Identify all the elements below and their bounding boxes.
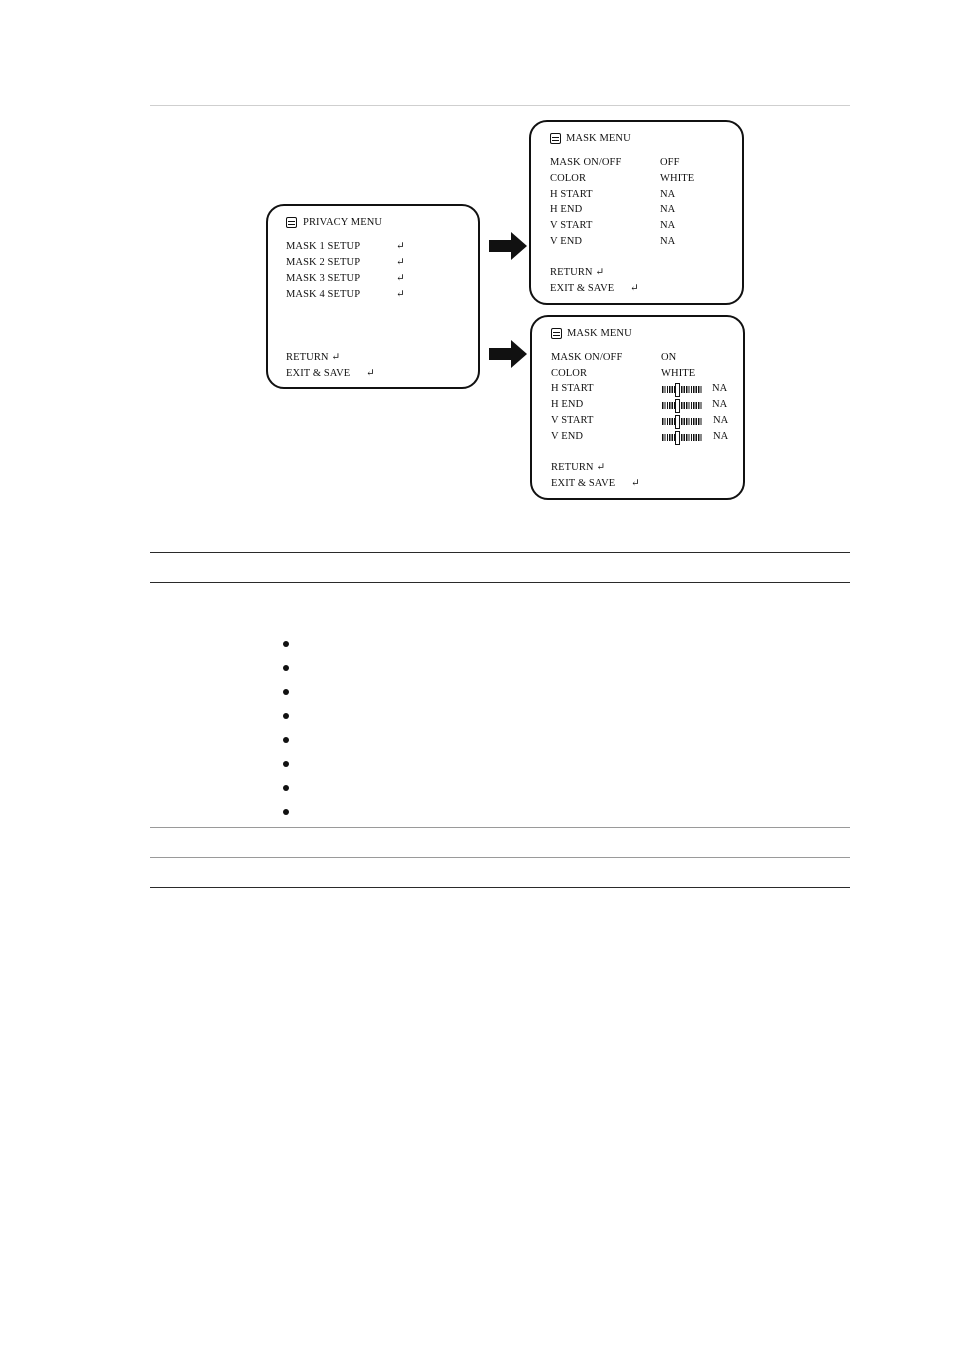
top-rule	[150, 105, 850, 106]
h-end-slider[interactable]	[662, 402, 702, 409]
menu-item-h-start[interactable]: H START	[551, 383, 594, 394]
menu-item-v-end[interactable]: V END	[550, 236, 583, 247]
v-end-slider[interactable]	[662, 434, 702, 441]
menu-item-return[interactable]: RETURN ↵	[550, 267, 605, 278]
privacy-menu-title: PRIVACY MENU	[303, 217, 383, 228]
menu-item-exit-save[interactable]: EXIT & SAVE	[551, 478, 616, 489]
menu-item-mask-1-setup[interactable]: MASK 1 SETUP	[286, 241, 361, 252]
menu-item-mask-3-setup[interactable]: MASK 3 SETUP	[286, 273, 361, 284]
arrow-right-icon	[489, 231, 529, 261]
menu-item-color[interactable]: COLOR	[550, 173, 587, 184]
mask-on-off-value: OFF	[660, 157, 680, 168]
v-start-value: NA	[660, 220, 676, 231]
bullet-marker	[283, 665, 289, 671]
menu-item-return[interactable]: RETURN ↵	[551, 462, 606, 473]
table-rule-4	[150, 857, 850, 858]
v-start-slider[interactable]	[662, 418, 702, 425]
menu-item-mask-2-setup[interactable]: MASK 2 SETUP	[286, 257, 361, 268]
mask-menu-on-panel	[530, 315, 745, 500]
enter-icon: ↵	[396, 289, 405, 300]
color-value: WHITE	[660, 173, 695, 184]
bullet-marker	[283, 809, 289, 815]
table-rule-1	[150, 552, 850, 553]
menu-item-v-start[interactable]: V START	[550, 220, 593, 231]
bullet-marker	[283, 641, 289, 647]
menu-item-color[interactable]: COLOR	[551, 368, 588, 379]
menu-item-v-end[interactable]: V END	[551, 431, 584, 442]
table-rule-5	[150, 887, 850, 888]
bullet-marker	[283, 761, 289, 767]
bullet-marker	[283, 689, 289, 695]
menu-item-v-start[interactable]: V START	[551, 415, 594, 426]
enter-icon: ↵	[366, 368, 375, 379]
mask-menu-title: MASK MENU	[566, 133, 631, 144]
enter-icon: ↵	[396, 241, 405, 252]
menu-item-h-end[interactable]: H END	[551, 399, 584, 410]
h-start-value: NA	[712, 383, 728, 394]
menu-icon	[550, 133, 561, 144]
enter-icon: ↵	[396, 257, 405, 268]
v-end-value: NA	[713, 431, 729, 442]
menu-item-return[interactable]: RETURN ↵	[286, 352, 341, 363]
menu-item-h-end[interactable]: H END	[550, 204, 583, 215]
h-end-value: NA	[712, 399, 728, 410]
mask-menu-off-panel	[529, 120, 744, 305]
menu-item-mask-4-setup[interactable]: MASK 4 SETUP	[286, 289, 361, 300]
v-end-value: NA	[660, 236, 676, 247]
privacy-menu-panel	[266, 204, 480, 389]
menu-icon	[551, 328, 562, 339]
table-rule-3	[150, 827, 850, 828]
mask-menu-title: MASK MENU	[567, 328, 632, 339]
mask-on-off-value: ON	[661, 352, 677, 363]
enter-icon: ↵	[630, 283, 639, 294]
v-start-value: NA	[713, 415, 729, 426]
h-start-slider[interactable]	[662, 386, 702, 393]
menu-item-mask-on-off[interactable]: MASK ON/OFF	[551, 352, 623, 363]
color-value: WHITE	[661, 368, 696, 379]
arrow-right-icon	[489, 339, 529, 369]
menu-item-exit-save[interactable]: EXIT & SAVE	[550, 283, 615, 294]
menu-item-mask-on-off[interactable]: MASK ON/OFF	[550, 157, 622, 168]
menu-item-exit-save[interactable]: EXIT & SAVE	[286, 368, 351, 379]
menu-icon	[286, 217, 297, 228]
bullet-marker	[283, 785, 289, 791]
h-start-value: NA	[660, 189, 676, 200]
enter-icon: ↵	[631, 478, 640, 489]
table-rule-2	[150, 582, 850, 583]
menu-item-h-start[interactable]: H START	[550, 189, 593, 200]
bullet-marker	[283, 737, 289, 743]
bullet-marker	[283, 713, 289, 719]
h-end-value: NA	[660, 204, 676, 215]
enter-icon: ↵	[396, 273, 405, 284]
